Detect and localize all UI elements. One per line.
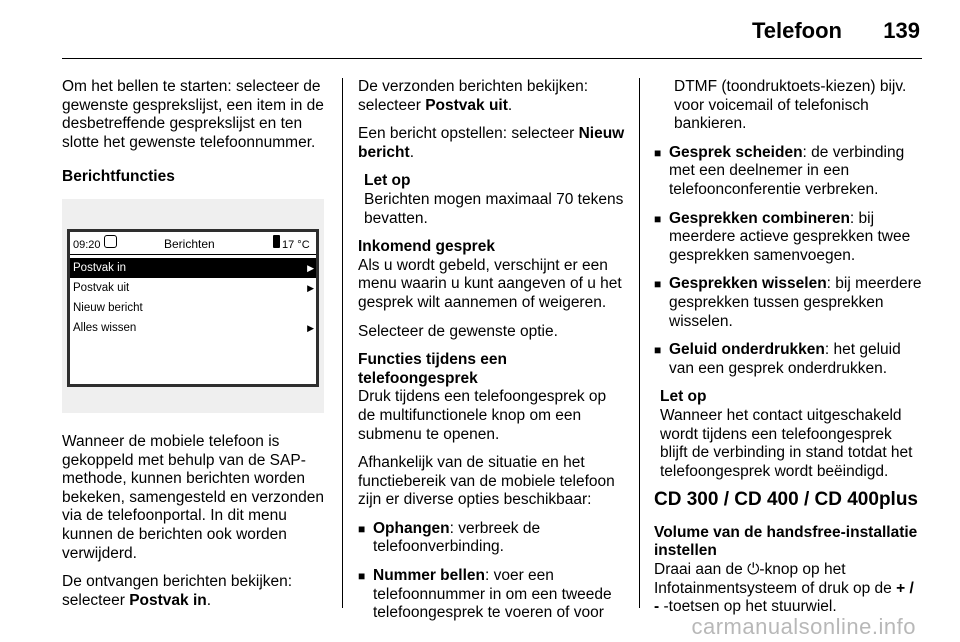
sap-paragraph: Wanneer de mobiele telefoon is gekoppeld met behulp van de SAP-methode, kunnen berichten worden bekeken, samengesteld en verzonden via de telefoonportal. In dit menu kunnen de berichten ook worden verwijderd. [62,432,324,562]
column-1 [62,78,328,620]
note-box [654,388,922,481]
bold-term: Gesprekken wisselen [669,275,827,293]
screen-bezel [67,229,319,387]
screen-status-bar [70,232,316,255]
options-intro-paragraph: Afhankelijk van de situatie en het functiebereik van de mobiele telefoon zijn er diverse opties beschikbaar: [358,454,615,509]
text-run: : verbreek de telefoonverbinding. [373,519,541,556]
column-divider-1 [342,78,343,608]
menu-item-alles-wissen[interactable] [70,318,316,338]
screen-display [70,232,316,384]
bold-term: Geluid onderdrukken [669,341,825,359]
bullet-nummer-bellen [358,567,626,623]
bold-term: Nummer bellen [373,567,485,585]
note-title: Let op [364,172,411,190]
text-run: : voer een telefoonnummer in om een tweede telefoongesprek te voeren of voor [373,567,612,622]
bullet-gesprekken-wisselen [654,275,922,331]
text-run: : bij meerdere actieve gesprekken twee gesprekken samenvoegen. [669,209,911,264]
bold-term: Nieuw bericht [358,125,625,161]
bullet-gesprekken-combineren [654,210,922,266]
heading-volume-handsfree: Volume van de handsfree-installatie instellen [654,523,918,560]
column-divider-2 [639,78,640,608]
screen-temperature: 17 °C [282,238,310,251]
menu-item-postvak-uit[interactable] [70,278,316,298]
section-title-cd: CD 300 / CD 400 / CD 400plus [654,489,918,511]
phone-icon [273,235,280,248]
text-run: Een bericht opstellen: selecteer [358,125,579,143]
text-run: Draai aan de [654,561,748,579]
note-text: Berichten mogen maximaal 70 tekens bevatten. [364,190,624,227]
column-2 [358,78,626,633]
column-3 [654,78,922,627]
power-knob-icon: ⏻ [747,561,760,579]
text-run: : het geluid van een gesprek onderdrukken. [669,341,901,377]
note-box [358,172,626,228]
text-run: -knop op het Infotainmentsysteem of druk op de [654,561,897,597]
volume-paragraph [654,561,922,617]
menu-item-label: Postvak uit [73,281,130,294]
bullet-geluid-onderdrukken [654,341,922,378]
note-title: Let op [660,388,707,406]
heading-inkomend-gesprek: Inkomend gesprek [358,238,495,256]
bold-term: Postvak uit [425,96,508,114]
screen-time: 09:20 [73,238,101,251]
menu-item-nieuw-bericht[interactable] [70,298,316,318]
text-run: De ontvangen berichten bekijken: selecteer [62,573,293,609]
bullet-gesprek-scheiden [654,144,922,200]
bold-term: Gesprekken combineren [669,209,850,227]
text-run: : bij meerdere gesprekken tussen gesprekken wisselen. [669,275,922,330]
text-run: . [206,591,212,609]
text-run: -toetsen op het stuurwiel. [659,598,837,616]
heading-berichtfuncties: Berichtfuncties [62,168,175,186]
note-text: Wanneer het contact uitgeschakeld wordt tijdens een telefoongesprek blijft de verbinding in stand totdat het telefoongesprek wordt beëindigd. [660,406,913,480]
bold-term: Postvak in [129,591,207,609]
during-call-paragraph: Druk tijdens een telefoongesprek op de multifunctionele knop om een submenu te openen. [358,388,607,443]
text-run: : de verbinding met een deelnemer in een telefoonconferentie verbreken. [669,143,905,198]
text-run: . [409,143,414,161]
text-run: De verzonden berichten bekijken: selecteer [358,78,589,114]
page-number: 139 [883,18,920,43]
bold-term: Gesprek scheiden [669,143,803,161]
intro-paragraph: Om het bellen te starten: selecteer de gewenste gesprekslijst, een item in de desbetreffende gesprekslijst en ten slotte het gewenste telefoonnummer. [62,78,324,151]
chevron-right-icon: ▶ [307,322,314,333]
menu-item-label: Alles wissen [73,321,137,334]
compose-message-paragraph [358,125,626,162]
dtmf-continuation: DTMF (toondruktoets-kiezen) bijv. voor voicemail of telefonisch bankieren. [674,78,907,133]
incoming-call-paragraph: Als u wordt gebeld, verschijnt er een menu waarin u kunt aangeven of u het gesprek wilt aannemen of weigeren. [358,256,622,311]
menu-item-postvak-in[interactable] [70,258,316,278]
chevron-right-icon: ▶ [307,262,314,273]
message-icon [104,235,117,248]
bold-term: Ophangen [373,519,450,537]
screen-menu-list [70,258,316,338]
footer-watermark: carmanualsonline.info [691,614,916,639]
screen-title: Berichten [164,236,215,251]
bold-term: + / - [654,579,914,616]
device-screen-illustration [62,199,324,413]
text-run: . [507,96,513,114]
chevron-right-icon: ▶ [307,282,314,293]
sent-messages-paragraph [358,78,626,115]
header-rule [62,58,922,59]
heading-functies-tijdens-gesprek: Functies tijdens een telefoongesprek [358,351,508,387]
menu-item-label: Postvak in [73,261,127,274]
page-header-title: Telefoon [751,18,842,43]
received-messages-paragraph [62,573,328,610]
menu-item-label: Nieuw bericht [73,301,143,314]
bullet-ophangen [358,520,626,557]
select-option-paragraph: Selecteer de gewenste optie. [358,322,558,340]
